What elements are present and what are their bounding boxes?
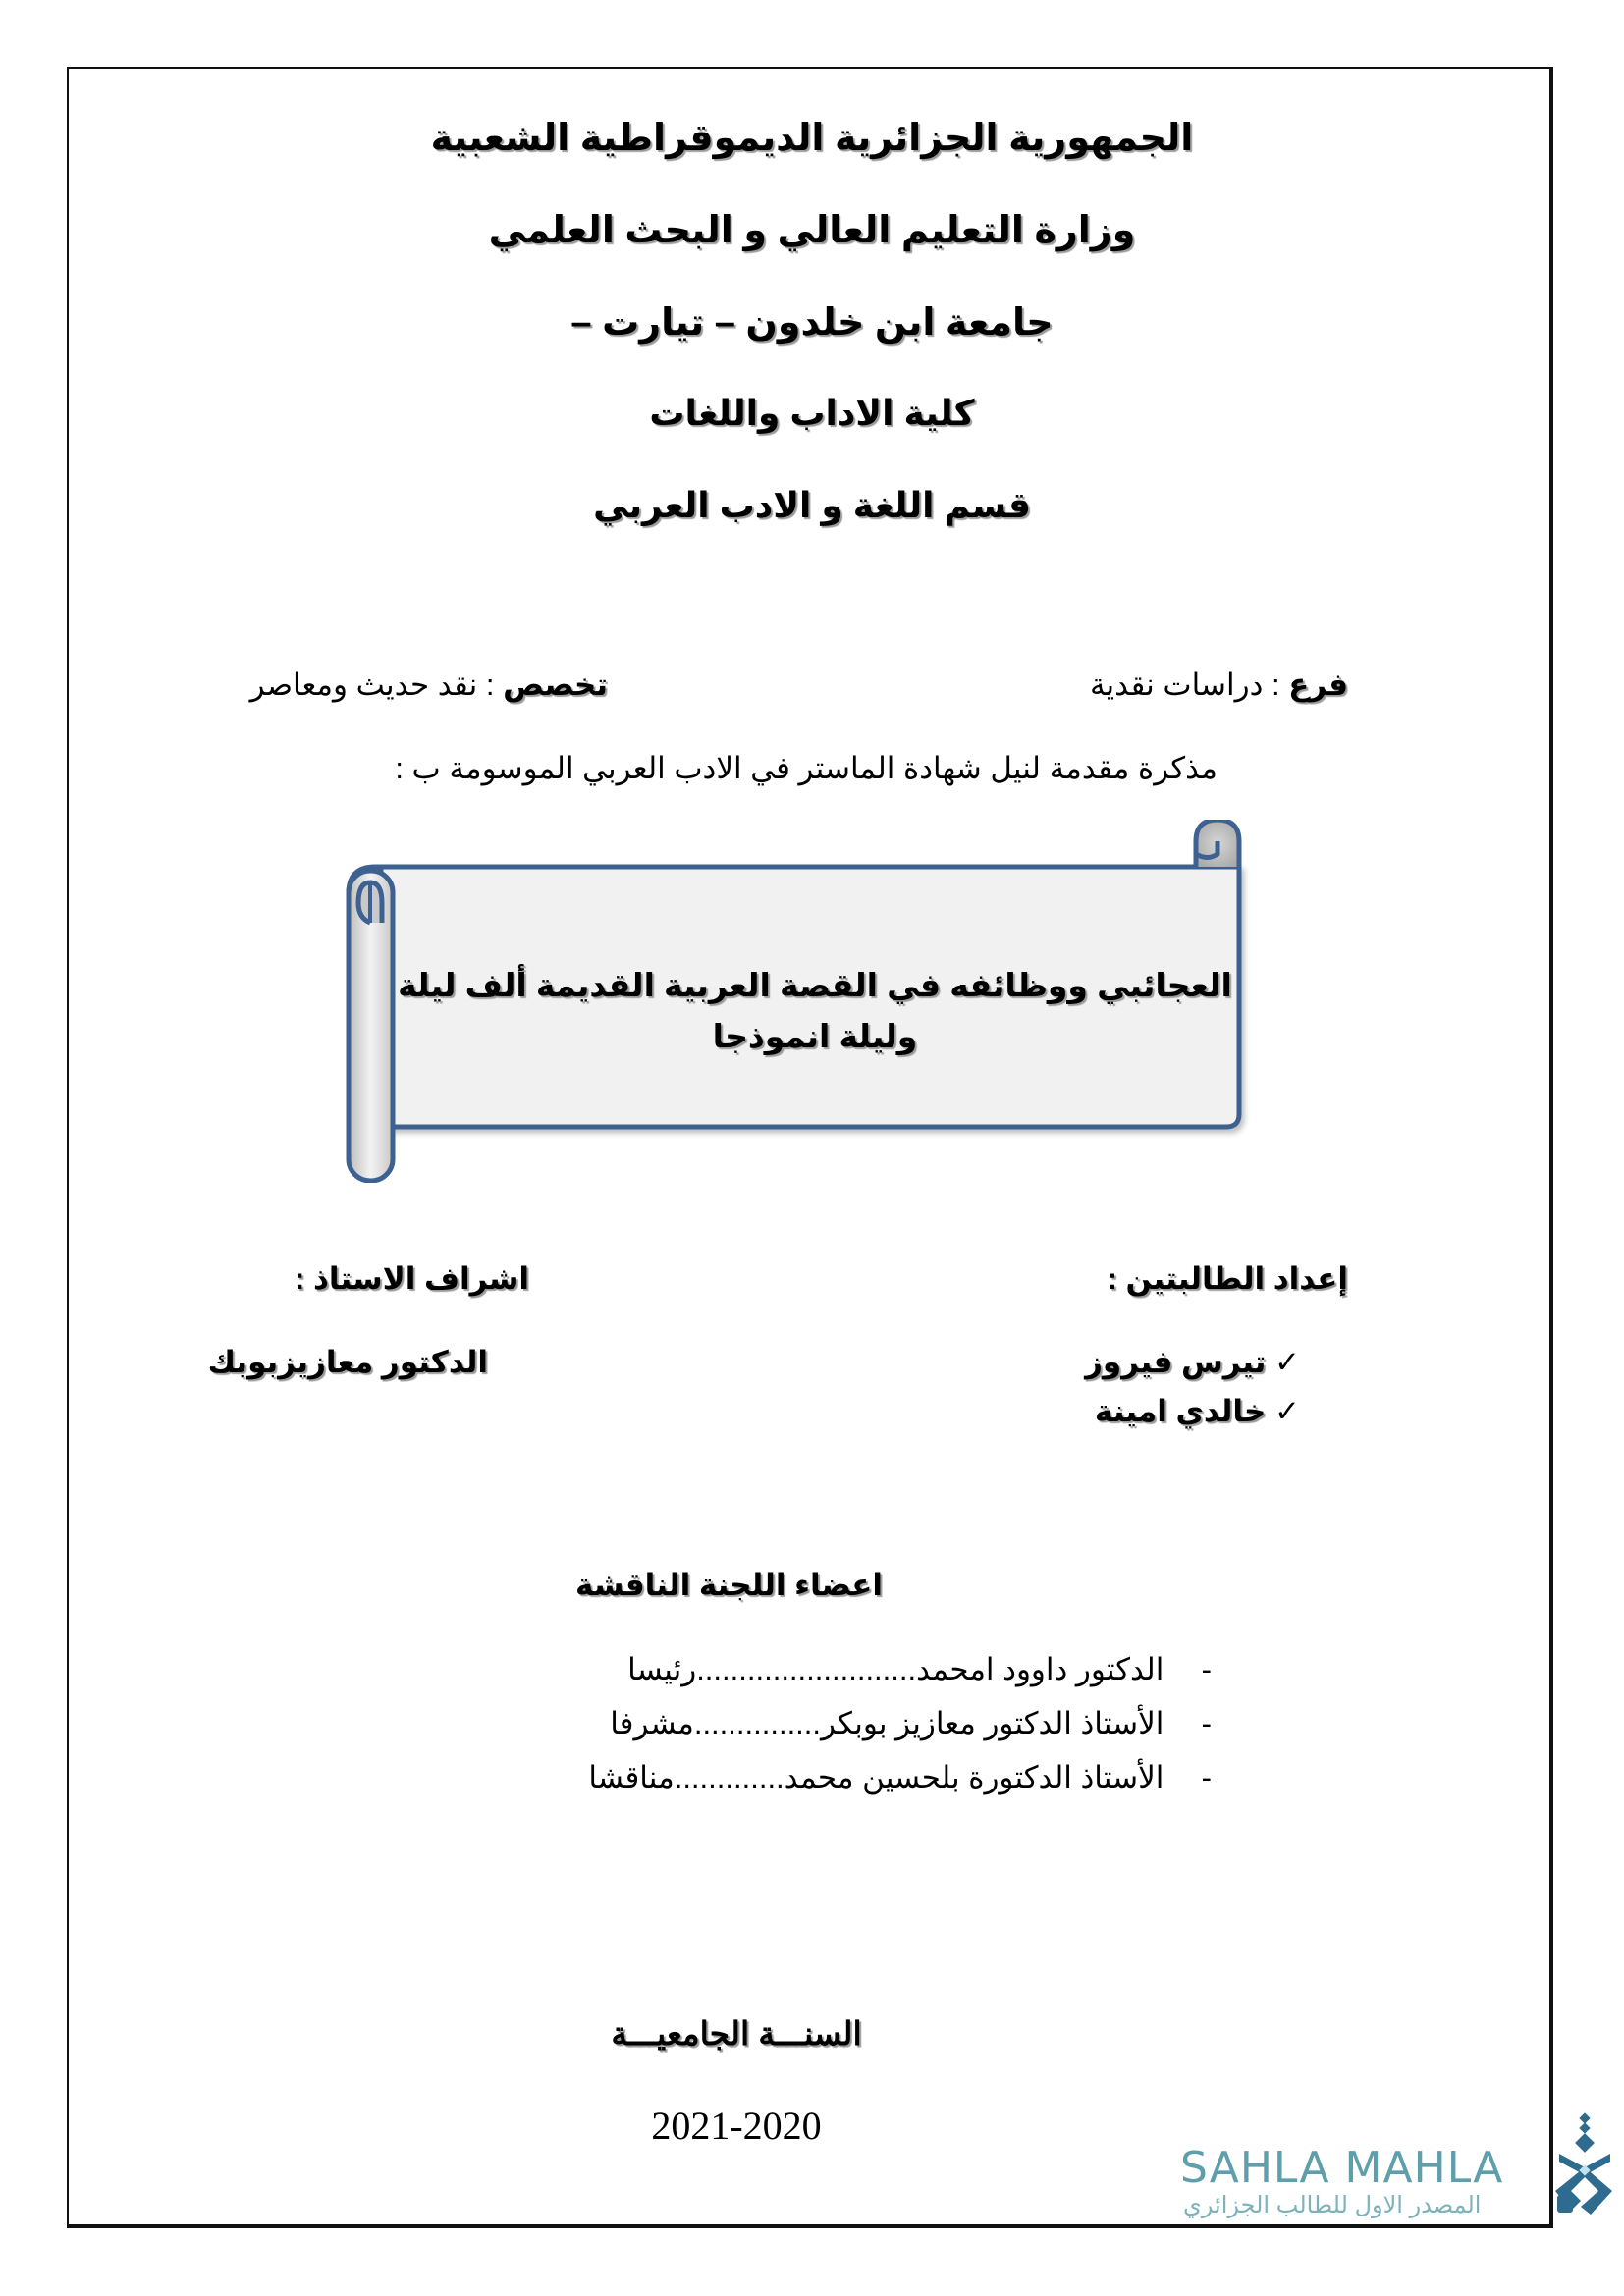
check-icon: ✓ bbox=[1274, 1345, 1300, 1379]
check-icon: ✓ bbox=[1274, 1394, 1300, 1428]
bullet-dash: - bbox=[1201, 1760, 1212, 1794]
committee-title: اعضاء اللجنة الناقشة bbox=[575, 1568, 883, 1602]
member-role: مناقشا bbox=[588, 1760, 675, 1794]
branch-field bbox=[1090, 667, 1348, 703]
bullet-dash: - bbox=[1201, 1706, 1212, 1740]
member-dots: ............... bbox=[693, 1706, 822, 1740]
supervisor-label: اشراف الاستاذ : bbox=[295, 1261, 529, 1296]
committee-member bbox=[610, 1706, 1212, 1741]
branch-value: : دراسات نقدية bbox=[1089, 667, 1280, 702]
submission-note: مذكرة مقدمة لنيل شهادة الماستر في الادب العربي الموسومة ب : bbox=[395, 751, 1218, 785]
specialty-value: : نقد حديث ومعاصر bbox=[249, 667, 495, 702]
watermark-tagline: المصدر الاول للطالب الجزائري bbox=[1183, 2192, 1482, 2218]
committee-member bbox=[627, 1652, 1212, 1687]
student-item bbox=[1095, 1394, 1300, 1429]
academic-year-label: السنـــة الجامعيـــة bbox=[611, 2015, 862, 2052]
student-item bbox=[1085, 1345, 1300, 1380]
member-role: رئيسا bbox=[627, 1652, 697, 1686]
university-heading: جامعة ابن خلدون – تيارت – bbox=[570, 302, 1054, 344]
member-name: الدكتور داوود امحمد bbox=[916, 1652, 1164, 1686]
faculty-heading: كلية الاداب واللغات bbox=[649, 393, 975, 433]
member-role: مشرفا bbox=[610, 1706, 694, 1740]
specialty-label: تخصص bbox=[503, 667, 608, 702]
thesis-title bbox=[393, 960, 1237, 1062]
bullet-dash: - bbox=[1201, 1652, 1212, 1686]
member-name: الأستاذ الدكتورة بلحسين محمد bbox=[784, 1760, 1164, 1794]
watermark-brand: SAHLA MAHLA bbox=[1180, 2143, 1504, 2193]
member-name: الأستاذ الدكتور معازيز بوبكر bbox=[821, 1706, 1164, 1740]
republic-heading: الجمهورية الجزائرية الديموقراطية الشعبية bbox=[430, 118, 1194, 159]
ministry-heading: وزارة التعليم العالي و البحث العلمي bbox=[488, 210, 1136, 251]
department-heading: قسم اللغة و الادب العربي bbox=[593, 485, 1031, 525]
student-name: تيرس فيروز bbox=[1085, 1345, 1267, 1379]
thesis-title-line-2: وليلة انموذجا bbox=[712, 1018, 918, 1054]
supervisor-name: الدكتور معازيزبوبك bbox=[207, 1345, 488, 1379]
sahla-mahla-logo-icon bbox=[1551, 2112, 1620, 2220]
specialty-field bbox=[250, 667, 608, 703]
students-label: إعداد الطالبتين : bbox=[1107, 1261, 1348, 1296]
member-dots: .......................... bbox=[696, 1652, 917, 1686]
thesis-title-line-1: العجائبي ووظائفه في القصة العربية القديمة ألف ليلة bbox=[398, 967, 1232, 1003]
academic-year-value: 2021-2020 bbox=[651, 2104, 822, 2148]
student-name: خالدي امينة bbox=[1094, 1394, 1267, 1428]
branch-label: فرع bbox=[1288, 667, 1348, 702]
committee-member bbox=[588, 1760, 1212, 1795]
member-dots: ............. bbox=[674, 1760, 785, 1794]
